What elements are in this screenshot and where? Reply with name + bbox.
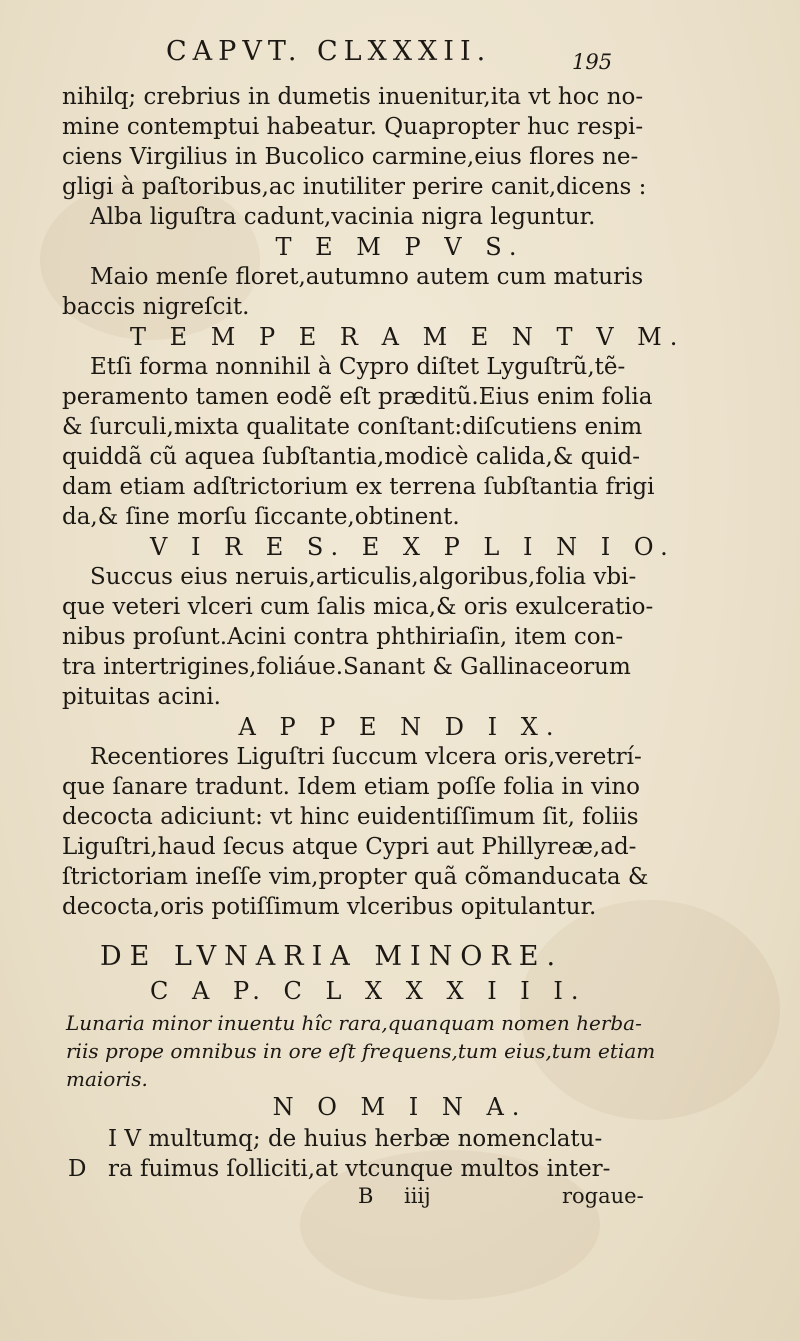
- section-heading: V I R E S. E X P L I N I O.: [150, 533, 676, 561]
- drop-initial: D: [68, 1156, 87, 1182]
- text-line: Recentiores Liguſtri ſuccum vlcera oris,veretrí-: [90, 744, 642, 770]
- folio-number: 195: [572, 50, 613, 74]
- text-line: Etſi forma nonnihil à Cypro diſtet Lyguſtrũ,tẽ-: [90, 354, 626, 380]
- text-line: mine contemptui habeatur. Quapropter huc respi-: [62, 114, 644, 140]
- text-line: pituitas acini.: [62, 684, 221, 710]
- text-line: quiddã cũ aquea ſubſtantia,modicè calida,& quid-: [62, 444, 640, 470]
- text-line: & ſurculi,mixta qualitate conſtant:diſcutiens enim: [62, 414, 643, 440]
- section-heading: T E M P V S.: [275, 233, 525, 261]
- text-line: baccis nigreſcit.: [62, 294, 250, 320]
- text-line: nihilq; crebrius in dumetis inuenitur,ita vt hoc no-: [62, 84, 644, 110]
- text-line: nibus proſunt.Acini contra phthiriaſin, item con-: [62, 624, 624, 650]
- catchword: rogaue-: [562, 1184, 644, 1208]
- text-line: decocta,oris potiſſimum vlceribus opitulantur.: [62, 894, 597, 920]
- text-line: ciens Virgilius in Bucolico carmine,eius flores ne-: [62, 144, 639, 170]
- text-line: peramento tamen eodẽ eſt præditũ.Eius enim folia: [62, 384, 653, 410]
- text-line: gligi à paſtoribus,ac inutiliter perire canit,dicens :: [62, 174, 647, 200]
- text-line: Maio menſe floret,autumno autem cum maturis: [90, 264, 644, 290]
- text-line: tra intertrigines,foliáue.Sanant & Gallinaceorum: [62, 654, 631, 680]
- section-heading: N O M I N A.: [272, 1093, 528, 1121]
- signature-number: iiij: [404, 1184, 431, 1208]
- running-title: CAPVT. CLXXXII.: [166, 36, 492, 67]
- text-line: decocta adiciunt: vt hinc euidentiſſimum ſit, foliis: [62, 804, 639, 830]
- italic-summary-line: Lunaria minor inuentu hîc rara,quanquam nomen herba-: [66, 1011, 642, 1035]
- chapter-number: C A P. C L X X X I I I.: [150, 977, 587, 1005]
- italic-summary-line: riis prope omnibus in ore eſt frequens,tum eius,tum etiam: [66, 1039, 656, 1063]
- text-line: Liguſtri,haud ſecus atque Cypri aut Phillyreæ,ad-: [62, 834, 637, 860]
- text-line: da,& ſine morſu ſiccante,obtinent.: [62, 504, 460, 530]
- text-line: ſtrictoriam ineſſe vim,propter quã cõmanducata &: [62, 864, 649, 890]
- text-line: dam etiam adſtrictorium ex terrena ſubſtantia frigi: [62, 474, 655, 500]
- section-heading: A P P E N D I X.: [238, 713, 562, 741]
- signature-mark: B: [358, 1184, 374, 1208]
- section-heading: T E M P E R A M E N T V M.: [130, 323, 686, 351]
- chapter-heading: DE LVNARIA MINORE.: [100, 941, 564, 972]
- verse-line: Alba liguſtra cadunt,vacinia nigra leguntur.: [90, 204, 596, 230]
- text-line: Succus eius neruis,articulis,algoribus,folia vbi-: [90, 564, 637, 590]
- text-line: I V multumq; de huius herbæ nomenclatu-: [108, 1126, 603, 1152]
- italic-summary-line: maioris.: [66, 1067, 148, 1091]
- text-line: ra fuimus ſolliciti,at vtcunque multos inter-: [108, 1156, 611, 1182]
- text-line: que veteri vlceri cum ſalis mica,& oris exulceratio-: [62, 594, 654, 620]
- text-line: que ſanare tradunt. Idem etiam poſſe folia in vino: [62, 774, 640, 800]
